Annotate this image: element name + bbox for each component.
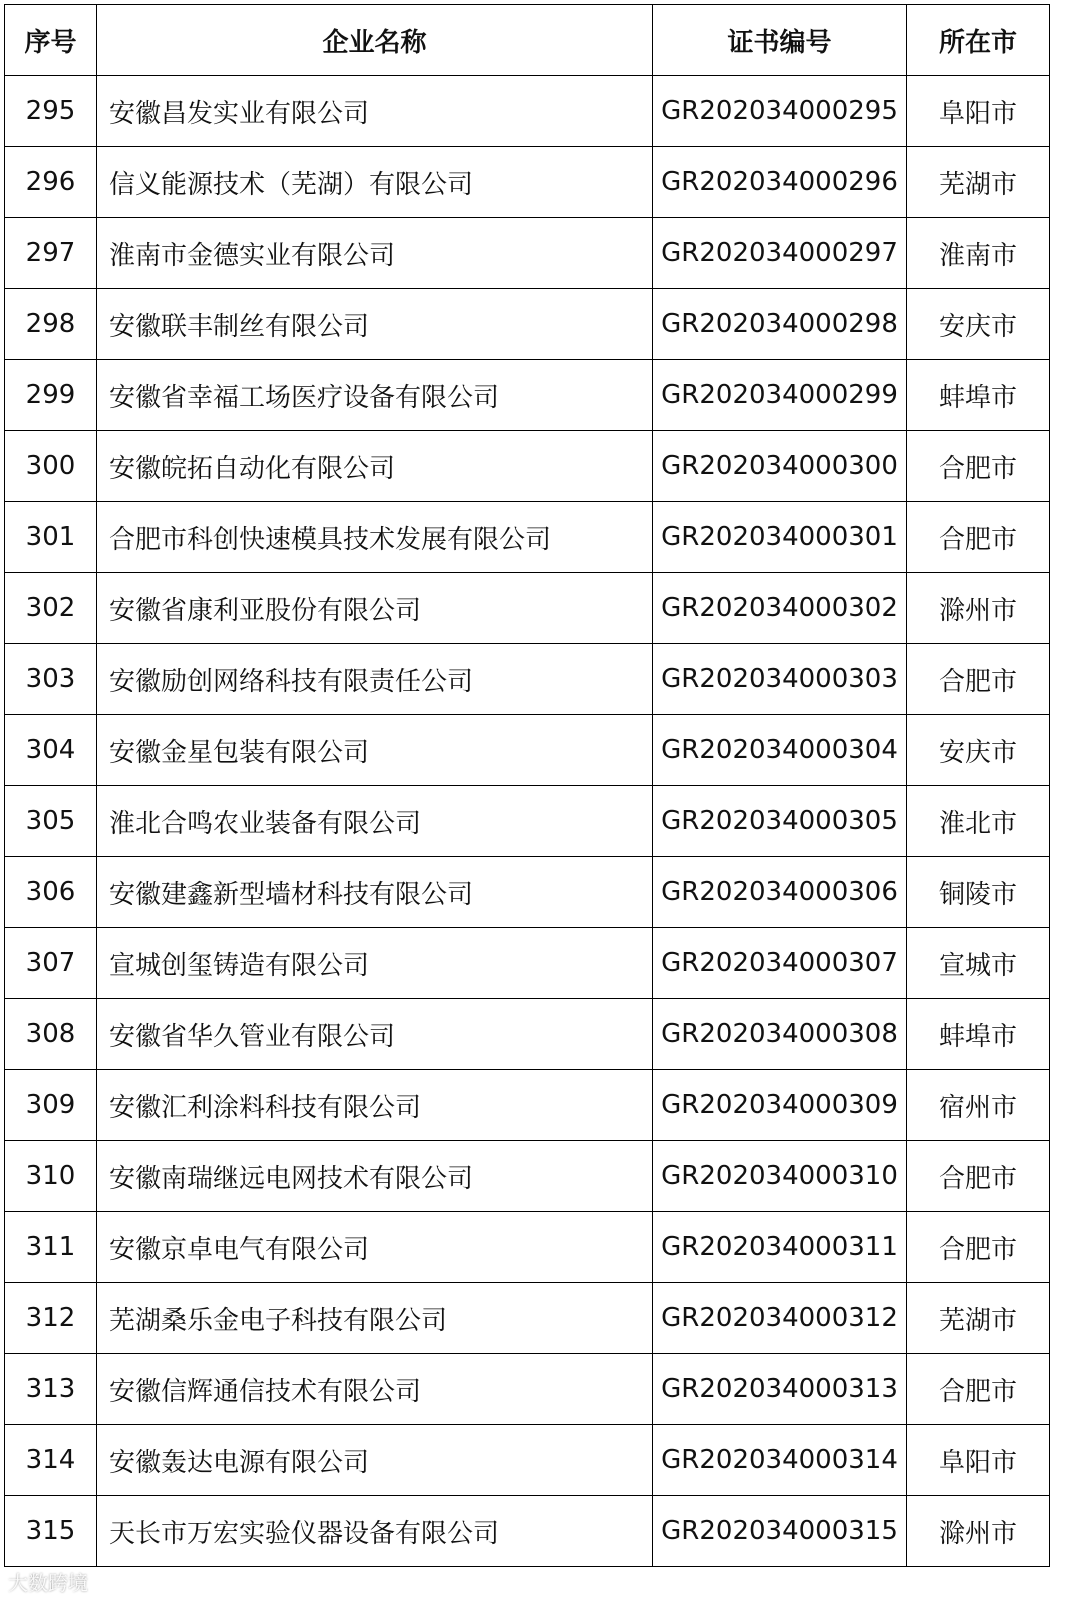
- row-number: 302: [5, 573, 97, 644]
- table-row: [5, 1283, 1050, 1354]
- company-name: 淮北合鸣农业装备有限公司: [97, 786, 653, 857]
- table-row: [5, 360, 1050, 431]
- certificate-number: GR202034000295: [653, 76, 907, 147]
- row-number: 301: [5, 502, 97, 573]
- company-name: 安徽皖拓自动化有限公司: [97, 431, 653, 502]
- city-name: 合肥市: [907, 644, 1050, 715]
- header-cert: 证书编号: [653, 5, 907, 76]
- certificate-number: GR202034000301: [653, 502, 907, 573]
- company-name: 安徽汇利涂料科技有限公司: [97, 1070, 653, 1141]
- table-row: [5, 573, 1050, 644]
- table-row: [5, 999, 1050, 1070]
- city-name: 安庆市: [907, 715, 1050, 786]
- certificate-number: GR202034000305: [653, 786, 907, 857]
- row-number: 314: [5, 1425, 97, 1496]
- header-no: 序号: [5, 5, 97, 76]
- company-name: 安徽联丰制丝有限公司: [97, 289, 653, 360]
- row-number: 306: [5, 857, 97, 928]
- company-name: 安徽信辉通信技术有限公司: [97, 1354, 653, 1425]
- row-number: 300: [5, 431, 97, 502]
- company-name: 安徽轰达电源有限公司: [97, 1425, 653, 1496]
- company-name: 安徽建鑫新型墙材科技有限公司: [97, 857, 653, 928]
- table-body: [5, 76, 1050, 1567]
- company-name: 淮南市金德实业有限公司: [97, 218, 653, 289]
- header-name: 企业名称: [97, 5, 653, 76]
- certificate-number: GR202034000304: [653, 715, 907, 786]
- row-number: 297: [5, 218, 97, 289]
- city-name: 芜湖市: [907, 1283, 1050, 1354]
- city-name: 宿州市: [907, 1070, 1050, 1141]
- city-name: 合肥市: [907, 502, 1050, 573]
- table-row: [5, 644, 1050, 715]
- row-number: 313: [5, 1354, 97, 1425]
- certificate-number: GR202034000300: [653, 431, 907, 502]
- row-number: 304: [5, 715, 97, 786]
- table-row: [5, 1496, 1050, 1567]
- city-name: 宣城市: [907, 928, 1050, 999]
- company-name: 信义能源技术（芜湖）有限公司: [97, 147, 653, 218]
- table-row: [5, 431, 1050, 502]
- city-name: 合肥市: [907, 1354, 1050, 1425]
- city-name: 滁州市: [907, 573, 1050, 644]
- row-number: 315: [5, 1496, 97, 1567]
- company-name: 安徽金星包装有限公司: [97, 715, 653, 786]
- certificate-number: GR202034000303: [653, 644, 907, 715]
- row-number: 309: [5, 1070, 97, 1141]
- city-name: 滁州市: [907, 1496, 1050, 1567]
- company-name: 安徽京卓电气有限公司: [97, 1212, 653, 1283]
- row-number: 307: [5, 928, 97, 999]
- company-name: 安徽省华久管业有限公司: [97, 999, 653, 1070]
- certificate-number: GR202034000299: [653, 360, 907, 431]
- row-number: 305: [5, 786, 97, 857]
- table-row: [5, 147, 1050, 218]
- watermark-text: 大数跨境: [8, 1571, 88, 1595]
- company-name: 宣城创玺铸造有限公司: [97, 928, 653, 999]
- company-name: 合肥市科创快速模具技术发展有限公司: [97, 502, 653, 573]
- company-name: 天长市万宏实验仪器设备有限公司: [97, 1496, 653, 1567]
- table-row: [5, 1070, 1050, 1141]
- city-name: 阜阳市: [907, 76, 1050, 147]
- certificate-number: GR202034000310: [653, 1141, 907, 1212]
- row-number: 308: [5, 999, 97, 1070]
- company-name: 安徽省康利亚股份有限公司: [97, 573, 653, 644]
- header-city: 所在市: [907, 5, 1050, 76]
- table-row: [5, 715, 1050, 786]
- table-row: [5, 857, 1050, 928]
- city-name: 合肥市: [907, 1141, 1050, 1212]
- company-name: 安徽励创网络科技有限责任公司: [97, 644, 653, 715]
- row-number: 296: [5, 147, 97, 218]
- table-row: [5, 289, 1050, 360]
- certificate-number: GR202034000306: [653, 857, 907, 928]
- row-number: 303: [5, 644, 97, 715]
- certificate-number: GR202034000311: [653, 1212, 907, 1283]
- row-number: 299: [5, 360, 97, 431]
- certificate-number: GR202034000309: [653, 1070, 907, 1141]
- row-number: 310: [5, 1141, 97, 1212]
- row-number: 295: [5, 76, 97, 147]
- certificate-number: GR202034000307: [653, 928, 907, 999]
- certificate-number: GR202034000315: [653, 1496, 907, 1567]
- table-row: [5, 1212, 1050, 1283]
- table-header-row: [5, 5, 1050, 76]
- certificate-number: GR202034000308: [653, 999, 907, 1070]
- row-number: 298: [5, 289, 97, 360]
- city-name: 合肥市: [907, 431, 1050, 502]
- city-name: 阜阳市: [907, 1425, 1050, 1496]
- certificate-number: GR202034000297: [653, 218, 907, 289]
- city-name: 蚌埠市: [907, 360, 1050, 431]
- company-name: 安徽南瑞继远电网技术有限公司: [97, 1141, 653, 1212]
- city-name: 芜湖市: [907, 147, 1050, 218]
- certificate-number: GR202034000313: [653, 1354, 907, 1425]
- certificate-number: GR202034000314: [653, 1425, 907, 1496]
- company-name: 安徽省幸福工场医疗设备有限公司: [97, 360, 653, 431]
- certificate-number: GR202034000296: [653, 147, 907, 218]
- table-row: [5, 1425, 1050, 1496]
- city-name: 淮南市: [907, 218, 1050, 289]
- table-row: [5, 218, 1050, 289]
- row-number: 311: [5, 1212, 97, 1283]
- table-row: [5, 76, 1050, 147]
- certificate-number: GR202034000298: [653, 289, 907, 360]
- certificate-number: GR202034000312: [653, 1283, 907, 1354]
- city-name: 蚌埠市: [907, 999, 1050, 1070]
- table-row: [5, 1141, 1050, 1212]
- certificate-number: GR202034000302: [653, 573, 907, 644]
- company-name: 芜湖桑乐金电子科技有限公司: [97, 1283, 653, 1354]
- city-name: 淮北市: [907, 786, 1050, 857]
- city-name: 合肥市: [907, 1212, 1050, 1283]
- table-row: [5, 502, 1050, 573]
- row-number: 312: [5, 1283, 97, 1354]
- city-name: 安庆市: [907, 289, 1050, 360]
- city-name: 铜陵市: [907, 857, 1050, 928]
- enterprise-table: [4, 4, 1050, 1567]
- table-row: [5, 1354, 1050, 1425]
- table-row: [5, 928, 1050, 999]
- company-name: 安徽昌发实业有限公司: [97, 76, 653, 147]
- table-row: [5, 786, 1050, 857]
